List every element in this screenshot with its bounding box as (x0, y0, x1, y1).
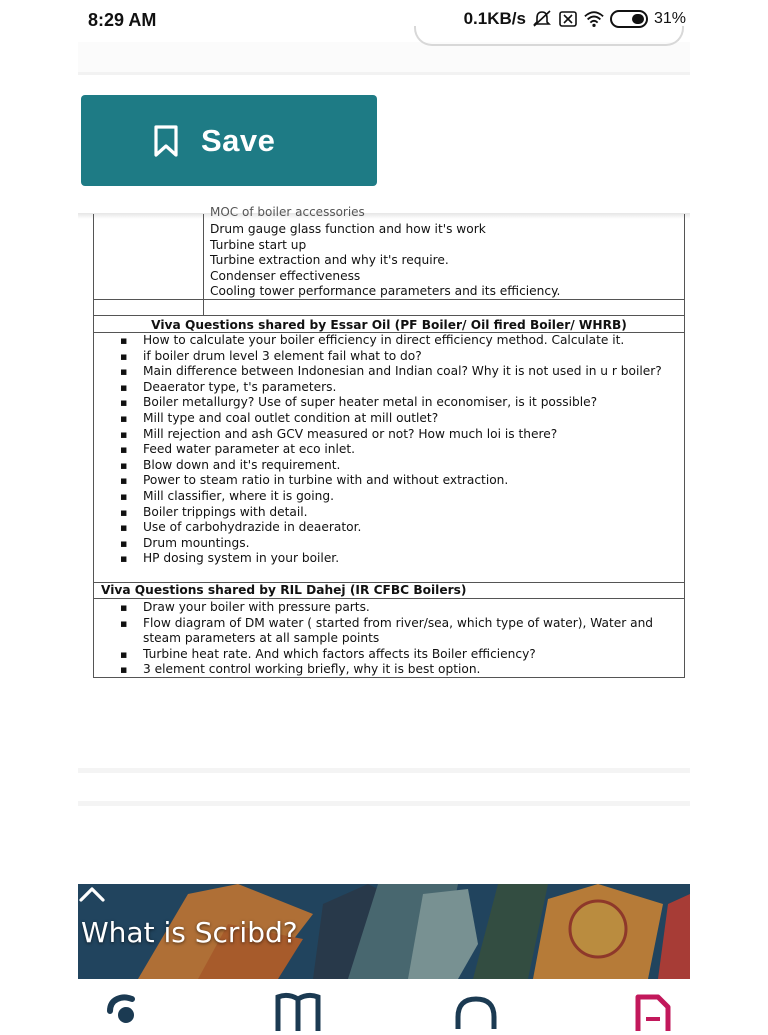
ril-question-list (93, 600, 685, 678)
syllabus-line: Turbine start up (210, 237, 307, 252)
nav-item-documents[interactable] (630, 991, 678, 1031)
syllabus-line: Turbine extraction and why it's require. (210, 253, 449, 268)
nav-item-ebooks[interactable] (274, 991, 322, 1031)
page-separator (78, 768, 690, 773)
network-speed: 0.1KB/s (463, 9, 526, 28)
list-item: ▪ Flow diagram of DM water ( started from river/sea, which type of water), Water and steam parameters at all sample points (93, 616, 685, 647)
page-top-strip (78, 42, 690, 72)
list-item: ▪ Boiler trippings with detail. (93, 505, 685, 521)
banner-title: What is Scribd? (81, 916, 298, 949)
save-button[interactable] (81, 95, 377, 186)
empty-table-row (93, 300, 685, 316)
list-item: ▪ HP dosing system in your boiler. (93, 551, 685, 567)
chevron-up-icon[interactable] (78, 884, 106, 904)
document-page (93, 205, 685, 678)
syllabus-line: Drum gauge glass function and how it's work (210, 222, 486, 236)
list-item: ▪ Mill type and coal outlet condition at mill outlet? (93, 411, 685, 427)
list-item: ▪ How to calculate your boiler efficiency in direct efficiency method. Calculate it. (93, 333, 685, 349)
list-item: ▪ Use of carbohydrazide in deaerator. (93, 520, 685, 536)
battery-percent: 31% (653, 10, 686, 27)
list-item: ▪ Turbine heat rate. And which factors affects its Boiler efficiency? (93, 647, 685, 663)
status-time: 8:29 AM (88, 10, 157, 30)
book-icon (274, 991, 322, 1031)
list-item: ▪ Mill rejection and ash GCV measured or not? How much loi is there? (93, 427, 685, 443)
page-separator (78, 801, 690, 806)
syllabus-line: Condenser effectiveness (210, 268, 361, 283)
list-item: ▪ Deaerator type, t's parameters. (93, 380, 685, 396)
list-item: ▪ Feed water parameter at eco inlet. (93, 442, 685, 458)
save-label: Save (201, 122, 276, 158)
syllabus-line: Cooling tower performance parameters and its efficiency. (210, 284, 561, 299)
essar-question-list (93, 333, 685, 567)
list-item: ▪ 3 element control working briefly, why it is best option. (93, 662, 685, 678)
essar-heading: Viva Questions shared by Essar Oil (PF Boiler/ Oil fired Boiler/ WHRB) (93, 317, 685, 333)
cut-off-text-line: MOC of boiler accessories (210, 205, 365, 219)
bottom-navigation (78, 979, 690, 1024)
syllabus-lines (210, 222, 560, 300)
list-item: ▪ Mill classifier, where it is going. (93, 489, 685, 505)
list-item: ▪ Draw your boiler with pressure parts. (93, 600, 685, 616)
document-icon (630, 991, 678, 1031)
list-item: ▪ Main difference between Indonesian and Indian coal? Why it is not used in u r boiler? (93, 364, 685, 380)
list-item: ▪ Blow down and it's requirement. (93, 458, 685, 474)
divider (78, 72, 690, 75)
syllabus-section (93, 214, 685, 300)
list-item: ▪ Power to steam ratio in turbine with and without extraction. (93, 473, 685, 489)
list-item: ▪ Drum mountings. (93, 536, 685, 552)
bookmark-icon (153, 125, 179, 157)
list-item: ▪ if boiler drum level 3 element fail what to do? (93, 349, 685, 365)
what-is-scribd-banner[interactable] (78, 884, 690, 979)
nav-item-audiobooks[interactable] (452, 991, 500, 1031)
headphones-icon (452, 991, 500, 1031)
nav-item-home[interactable] (100, 991, 148, 1031)
list-item: ▪ Boiler metallurgy? Use of super heater metal in economiser, is it possible? (93, 395, 685, 411)
search-bar-edge[interactable] (414, 26, 684, 46)
ril-heading: Viva Questions shared by RIL Dahej (IR CFBC Boilers) (93, 582, 685, 599)
compass-icon (100, 991, 148, 1031)
